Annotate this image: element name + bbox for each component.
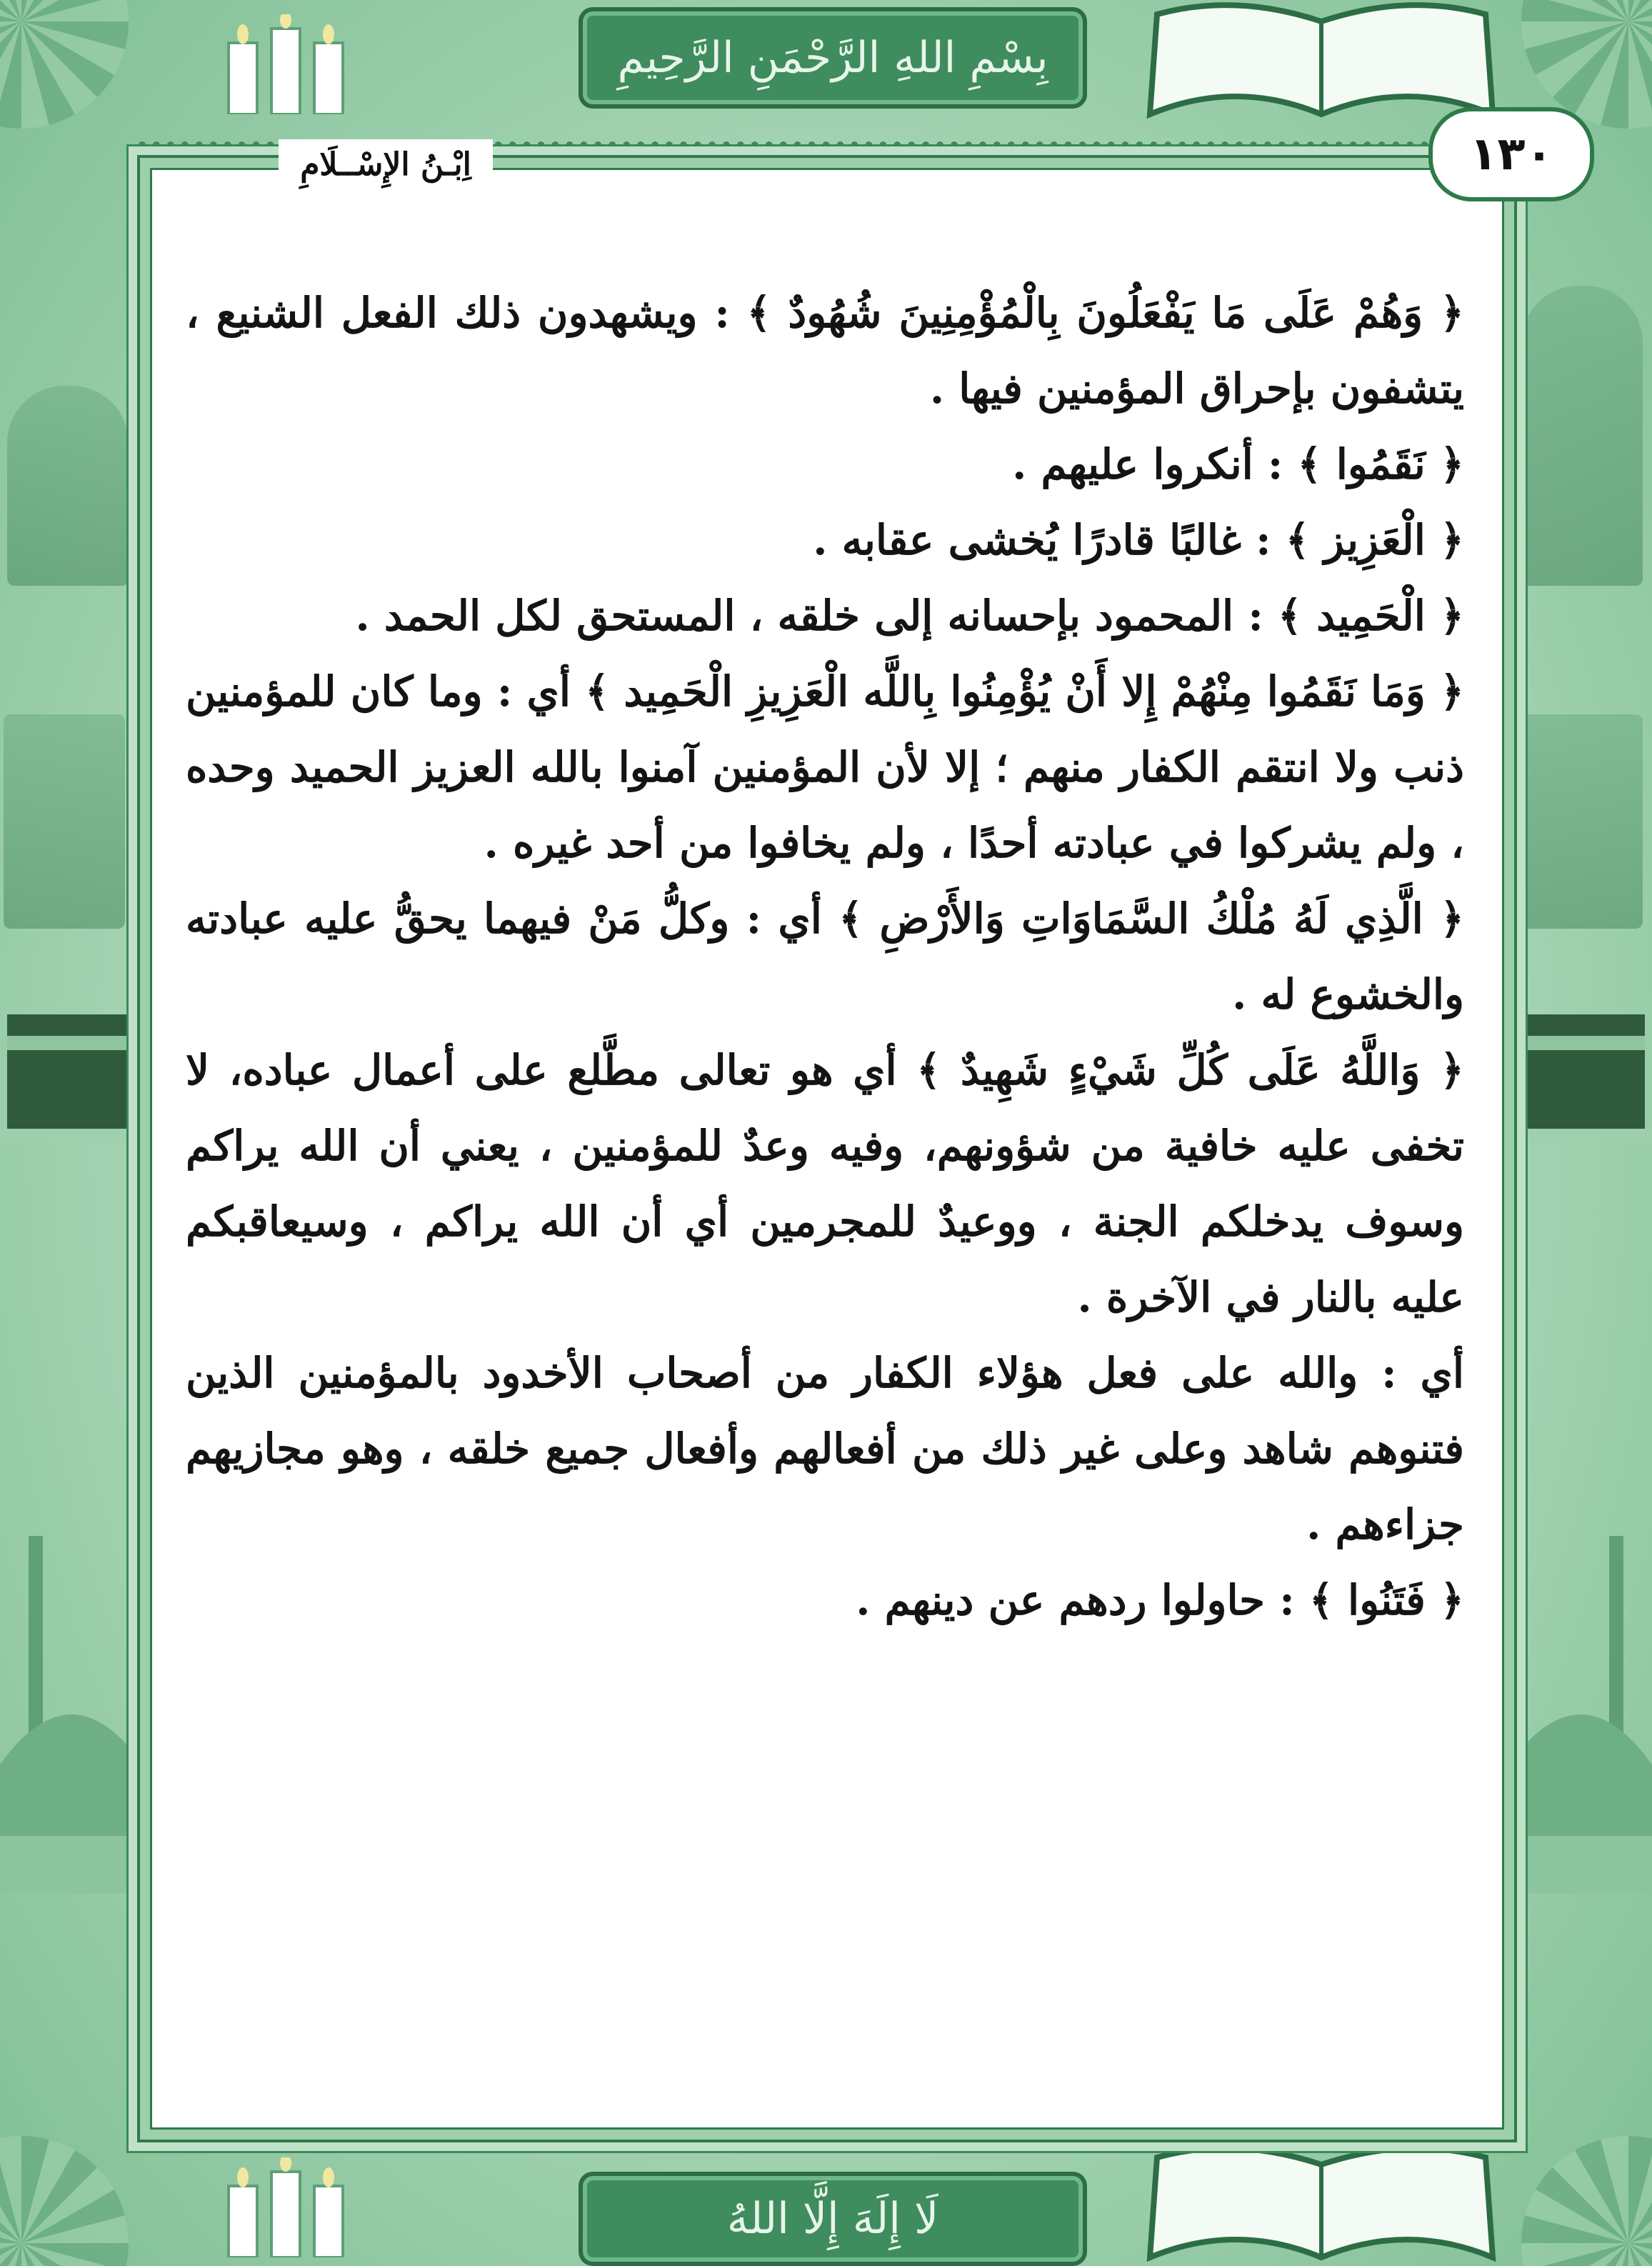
calligraphy-medallion-icon (4, 714, 125, 929)
mosque-icon (0, 1536, 143, 1893)
explanation: : أنكروا عليهم . (1012, 440, 1298, 489)
quran-quote: ﴿ وَهُمْ عَلَى مَا يَفْعَلُونَ بِالْمُؤْمِنِينَ شُهُودٌ ﴾ (746, 289, 1464, 337)
mosque-icon (1509, 1536, 1652, 1893)
running-title: اِبْـنُ الإِسْــلَامِ (279, 139, 493, 189)
paragraph (186, 426, 1464, 502)
quran-quote: ﴿ وَمَا نَقَمُوا مِنْهُمْ إِلا أَنْ يُؤْمِنُوا بِاللَّه الْعَزِيزِ الْحَمِيد ﴾ (585, 667, 1464, 716)
explanation: : حاولوا ردهم عن دينهم . (856, 1576, 1309, 1624)
paragraph (186, 1562, 1464, 1638)
paragraph (186, 1032, 1464, 1335)
quran-quote: ﴿ الْحَمِيد ﴾ (1277, 592, 1464, 640)
page-content (186, 275, 1464, 1638)
paragraph (186, 578, 1464, 654)
shahada-text: لَا إِلَهَ إِلَّا اللهُ (726, 2194, 939, 2244)
paragraph (186, 1335, 1464, 1562)
paragraph (186, 654, 1464, 881)
open-book-icon (1143, 0, 1500, 121)
explanation: أي هو تعالى مطَّلع على أعمال عباده، لا تخفى عليه خافية من شؤونهم، وفيه وعدٌ للمؤمنين ، يعني أن الله يراكم وسوف يدخلكم الجنة ، ووعيدٌ للمجرمين أي أن الله يراكم ، وسيعاقبكم عليه بالنار في الآخرة . (186, 1046, 1464, 1322)
shahada-banner (579, 2172, 1087, 2266)
candles-icon (214, 14, 357, 114)
basmala-text: بِسْمِ اللهِ الرَّحْمَنِ الرَّحِيمِ (617, 33, 1048, 83)
paragraph (186, 275, 1464, 426)
page-number: ١٣٠ (1428, 107, 1594, 201)
explanation: : غالبًا قادرًا يُخشى عقابه . (813, 516, 1286, 564)
corner-ornament-bottom-right (1521, 2136, 1652, 2266)
explanation: : المحمود بإحسانه إلى خلقه ، المستحق لكل الحمد . (355, 592, 1278, 640)
quran-quote: ﴿ الَّذِي لَهُ مُلْكُ السَّمَاوَاتِ وَالأَرْضِ ﴾ (838, 894, 1464, 943)
calligraphy-medallion-icon (7, 386, 129, 586)
corner-ornament-bottom-left (0, 2136, 129, 2266)
corner-ornament-top-left (0, 0, 129, 129)
candles-icon (214, 2157, 357, 2257)
calligraphy-medallion-icon (1521, 286, 1643, 586)
basmala-banner (579, 7, 1087, 109)
paragraph (186, 502, 1464, 578)
kaaba-icon (0, 986, 143, 1143)
open-book-icon (1143, 2143, 1500, 2265)
quran-quote: ﴿ نَقَمُوا ﴾ (1297, 440, 1464, 489)
kaaba-icon (1509, 986, 1652, 1143)
calligraphy-medallion-icon (1521, 714, 1643, 929)
quran-quote: ﴿ وَاللَّهُ عَلَى كُلِّ شَيْءٍ شَهِيدٌ ﴾ (916, 1046, 1464, 1094)
paragraph (186, 881, 1464, 1032)
explanation: أي : وكلُّ مَنْ فيهما يحقُّ عليه عبادته والخشوع له . (186, 894, 1464, 1019)
explanation: أي : وما كان للمؤمنين ذنب ولا انتقم الكفار منهم ؛ إلا لأن المؤمنين آمنوا بالله العزيز الحميد وحده ، ولم يشركوا في عبادته أحدًا ، ولم يخافوا من أحد غيره . (186, 667, 1464, 867)
explanation: أي : والله على فعل هؤلاء الكفار من أصحاب الأخدود بالمؤمنين الذين فتنوهم شاهد وعلى غير ذلك من أفعالهم وأفعال جميع خلقه ، وهو مجازيهم جزاءهم . (186, 1349, 1464, 1549)
explanation: : ويشهدون ذلك الفعل الشنيع ، يتشفون بإحراق المؤمنين فيها . (186, 289, 1464, 413)
quran-quote: ﴿ الْعَزِيز ﴾ (1285, 516, 1464, 564)
quran-quote: ﴿ فَتَنُوا ﴾ (1308, 1576, 1464, 1624)
